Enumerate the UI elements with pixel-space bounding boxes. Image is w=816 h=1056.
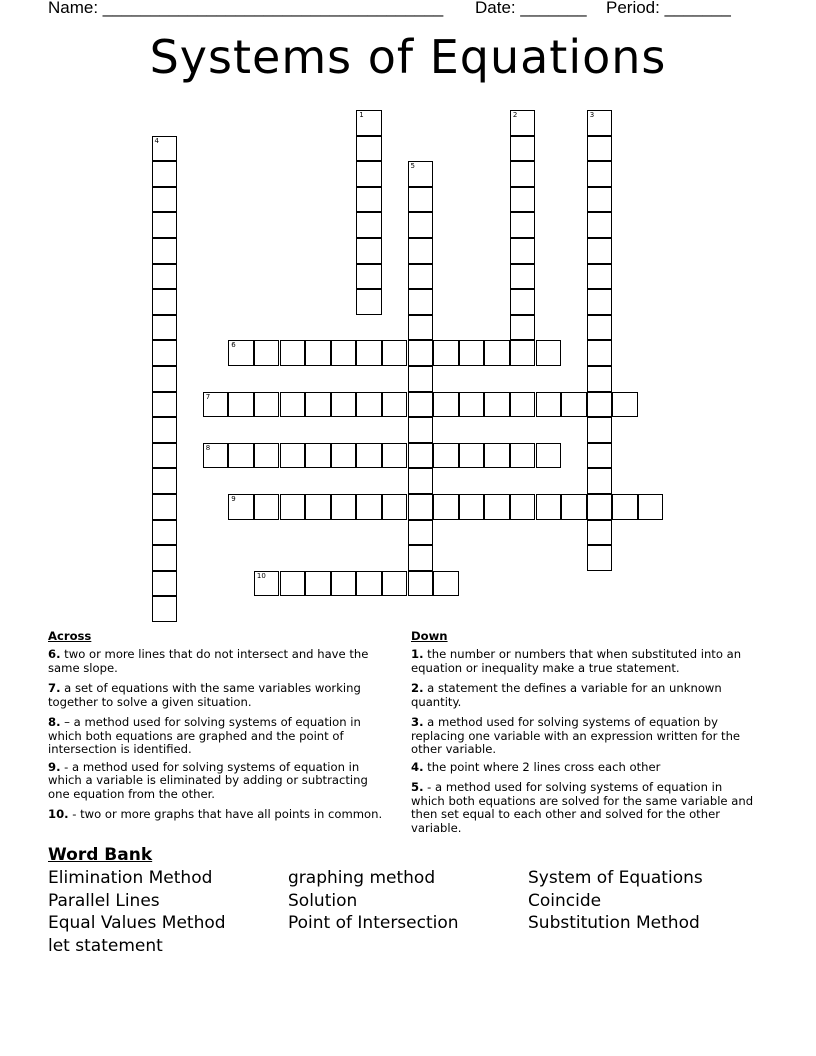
crossword-cell[interactable]	[152, 366, 178, 392]
crossword-cell[interactable]	[561, 392, 587, 418]
crossword-cell[interactable]	[587, 212, 613, 238]
crossword-cell[interactable]	[331, 392, 357, 418]
crossword-cell[interactable]	[356, 571, 382, 597]
crossword-cell[interactable]	[510, 110, 536, 136]
clue-number: 2	[512, 111, 518, 119]
page-title: Systems of Equations	[149, 30, 667, 84]
crossword-cell[interactable]	[331, 340, 357, 366]
crossword-cell[interactable]	[484, 443, 510, 469]
down-heading: Down	[411, 629, 448, 643]
crossword-cell[interactable]	[536, 494, 562, 520]
word-bank-column-2	[288, 867, 459, 935]
word-bank-item: let statement	[48, 935, 163, 956]
clue-across-9: 9. - a method used for solving systems of equation in which a variable is eliminated by adding or subtracting one equation from the other.	[48, 759, 368, 801]
crossword-cell[interactable]	[587, 545, 613, 571]
crossword-cell[interactable]	[356, 289, 382, 315]
crossword-cell[interactable]	[203, 443, 229, 469]
crossword-cell[interactable]	[408, 264, 434, 290]
crossword-cell[interactable]	[305, 494, 331, 520]
clue-across-6: 6. two or more lines that do not intersect and have the same slope.	[48, 647, 369, 675]
crossword-cell[interactable]	[356, 110, 382, 136]
crossword-cell[interactable]	[382, 443, 408, 469]
crossword-cell[interactable]	[356, 264, 382, 290]
word-bank-item: Parallel Lines	[48, 890, 160, 911]
crossword-cell[interactable]	[152, 468, 178, 494]
crossword-cell[interactable]	[408, 289, 434, 315]
crossword-cell[interactable]	[152, 392, 178, 418]
crossword-cell[interactable]	[280, 340, 306, 366]
crossword-cell[interactable]	[408, 161, 434, 187]
crossword-cell[interactable]	[152, 443, 178, 469]
crossword-cell[interactable]	[228, 340, 254, 366]
word-bank-item: Point of Intersection	[288, 913, 459, 933]
crossword-cell[interactable]	[408, 238, 434, 264]
across-heading: Across	[48, 629, 92, 643]
crossword-cell[interactable]	[510, 289, 536, 315]
name-field-label[interactable]: Name: ____________________________________	[48, 0, 444, 17]
crossword-cell[interactable]	[280, 443, 306, 469]
clue-across-7: 7. a set of equations with the same variables working together to solve a given situation.	[48, 681, 361, 709]
crossword-cell[interactable]	[587, 520, 613, 546]
word-bank-item: graphing method	[288, 868, 436, 888]
crossword-cell[interactable]	[587, 187, 613, 213]
crossword-cell[interactable]	[408, 187, 434, 213]
crossword-cell[interactable]	[510, 264, 536, 290]
crossword-cell[interactable]	[510, 238, 536, 264]
word-bank-item: Solution	[288, 890, 358, 911]
clue-number: 4	[154, 136, 159, 145]
clue-down-2: 2. a statement the defines a variable for an unknown quantity.	[411, 681, 722, 709]
crossword-cell[interactable]	[408, 392, 434, 418]
crossword-cell[interactable]	[536, 340, 562, 366]
crossword-cell[interactable]	[356, 494, 382, 520]
crossword-cell[interactable]	[433, 443, 459, 469]
crossword-cell[interactable]	[152, 289, 178, 315]
crossword-cell[interactable]	[587, 161, 613, 187]
crossword-cell[interactable]	[536, 443, 562, 469]
crossword-cell[interactable]	[331, 494, 357, 520]
crossword-cell[interactable]	[587, 366, 613, 392]
period-field-label[interactable]: Period: _______	[606, 0, 731, 17]
crossword-cell[interactable]	[587, 417, 613, 443]
header-line	[48, 0, 808, 20]
crossword-cell[interactable]	[408, 340, 434, 366]
crossword-cell[interactable]	[510, 340, 536, 366]
crossword-cell[interactable]	[228, 443, 254, 469]
word-bank-column-3	[528, 867, 703, 935]
clue-number: 1	[359, 111, 364, 119]
crossword-cell[interactable]	[280, 571, 306, 597]
crossword-cell[interactable]	[459, 494, 485, 520]
crossword-cell[interactable]	[587, 238, 613, 264]
crossword-cell[interactable]	[356, 187, 382, 213]
word-bank-item: Equal Values Method	[48, 913, 226, 933]
crossword-cell[interactable]	[382, 571, 408, 597]
crossword-cell[interactable]	[587, 443, 613, 469]
word-bank-column-1	[48, 867, 226, 957]
word-bank-item: Elimination Method	[48, 868, 213, 888]
crossword-cell[interactable]	[228, 494, 254, 520]
crossword-cell[interactable]	[587, 136, 613, 162]
crossword-cell[interactable]	[484, 340, 510, 366]
crossword-cell[interactable]	[587, 392, 613, 418]
crossword-cell[interactable]	[510, 315, 536, 341]
down-clues	[411, 630, 756, 842]
crossword-cell[interactable]	[408, 545, 434, 571]
clue-down-3: 3. a method used for solving systems of equation by replacing one variable with an expression written for the other variable.	[411, 715, 741, 756]
clue-number: 7	[205, 392, 211, 401]
crossword-cell[interactable]	[484, 392, 510, 418]
crossword-cell[interactable]	[280, 494, 306, 520]
clue-number: 10	[256, 571, 266, 580]
crossword-cell[interactable]	[408, 212, 434, 238]
crossword-cell[interactable]	[254, 494, 280, 520]
date-field-label[interactable]: Date: _______	[475, 0, 587, 17]
clue-number: 8	[205, 443, 211, 452]
clue-number: 3	[589, 111, 595, 119]
clue-down-5: 5. - a method used for solving systems of equation in which both equations are solved for the same variable and then set equal to each other and solved for the other variable.	[411, 780, 754, 835]
word-bank-title: Word Bank	[48, 845, 153, 865]
crossword-cell[interactable]	[152, 161, 178, 187]
crossword-cell[interactable]	[433, 392, 459, 418]
crossword-cell[interactable]	[510, 136, 536, 162]
crossword-cell[interactable]	[305, 443, 331, 469]
crossword-cell[interactable]	[382, 340, 408, 366]
crossword-cell[interactable]	[638, 494, 664, 520]
crossword-cell[interactable]	[408, 443, 434, 469]
crossword-cell[interactable]	[561, 494, 587, 520]
crossword-cell[interactable]	[356, 161, 382, 187]
crossword-cell[interactable]	[510, 187, 536, 213]
crossword-cell[interactable]	[587, 468, 613, 494]
clue-down-1: 1. the number or numbers that when substituted into an equation or inequality make a true statement.	[411, 647, 742, 675]
clue-number: 9	[231, 495, 236, 503]
crossword-cell[interactable]	[254, 571, 280, 597]
clue-down-4: 4. the point where 2 lines cross each other	[411, 759, 661, 774]
crossword-cell[interactable]	[152, 571, 178, 597]
crossword-cell[interactable]	[254, 443, 280, 469]
crossword-cell[interactable]	[152, 494, 178, 520]
crossword-cell[interactable]	[433, 340, 459, 366]
word-bank-item: System of Equations	[528, 868, 703, 888]
crossword-cell[interactable]	[228, 392, 254, 418]
crossword-cell[interactable]	[152, 545, 178, 571]
crossword-cell[interactable]	[305, 340, 331, 366]
crossword-cell[interactable]	[356, 238, 382, 264]
crossword-cell[interactable]	[587, 494, 613, 520]
crossword-cell[interactable]	[382, 494, 408, 520]
crossword-cell[interactable]	[152, 340, 178, 366]
crossword-cell[interactable]	[356, 392, 382, 418]
word-bank-item: Coincide	[528, 890, 602, 911]
crossword-cell[interactable]	[587, 110, 613, 136]
crossword-cell[interactable]	[408, 571, 434, 597]
crossword-cell[interactable]	[484, 494, 510, 520]
crossword-cell[interactable]	[510, 161, 536, 187]
crossword-cell[interactable]	[203, 392, 229, 418]
crossword-cell[interactable]	[305, 571, 331, 597]
across-clues	[48, 630, 393, 829]
crossword-cell[interactable]	[510, 392, 536, 418]
crossword-cell[interactable]	[152, 238, 178, 264]
crossword-cell[interactable]	[459, 392, 485, 418]
crossword-cell[interactable]	[408, 315, 434, 341]
clue-number: 6	[231, 341, 236, 350]
crossword-cell[interactable]	[433, 494, 459, 520]
crossword-cell[interactable]	[408, 468, 434, 494]
crossword-cell[interactable]	[510, 212, 536, 238]
crossword-cell[interactable]	[612, 494, 638, 520]
crossword-cell[interactable]	[152, 264, 178, 290]
crossword-cell[interactable]	[152, 417, 178, 443]
crossword-cell[interactable]	[152, 520, 178, 546]
clue-across-8: 8. – a method used for solving systems of equation in which both equations are graphed and the point of intersection is identified.	[48, 715, 361, 756]
crossword-cell[interactable]	[587, 289, 613, 315]
crossword-cell[interactable]	[152, 187, 178, 213]
crossword-cell[interactable]	[356, 212, 382, 238]
crossword-cell[interactable]	[382, 392, 408, 418]
crossword-cell[interactable]	[510, 494, 536, 520]
crossword-cell[interactable]	[587, 264, 613, 290]
crossword-cell[interactable]	[152, 596, 178, 622]
crossword-cell[interactable]	[356, 443, 382, 469]
crossword-cell[interactable]	[459, 340, 485, 366]
crossword-cell[interactable]	[433, 571, 459, 597]
crossword-cell[interactable]	[356, 340, 382, 366]
crossword-cell[interactable]	[408, 417, 434, 443]
crossword-cell[interactable]	[254, 340, 280, 366]
crossword-cell[interactable]	[331, 443, 357, 469]
crossword-cell[interactable]	[280, 392, 306, 418]
word-bank-item: Substitution Method	[528, 913, 700, 933]
crossword-cell[interactable]	[305, 392, 331, 418]
crossword-cell[interactable]	[536, 392, 562, 418]
crossword-cell[interactable]	[510, 443, 536, 469]
crossword-cell[interactable]	[408, 520, 434, 546]
crossword-cell[interactable]	[331, 571, 357, 597]
crossword-cell[interactable]	[356, 136, 382, 162]
crossword-cell[interactable]	[459, 443, 485, 469]
crossword-cell[interactable]	[152, 136, 178, 162]
crossword-cell[interactable]	[612, 392, 638, 418]
clue-number: 5	[410, 162, 415, 171]
crossword-cell[interactable]	[152, 315, 178, 341]
clue-across-10: 10. - two or more graphs that have all points in common.	[48, 807, 383, 821]
crossword-cell[interactable]	[587, 340, 613, 366]
crossword-cell[interactable]	[152, 212, 178, 238]
crossword-cell[interactable]	[587, 315, 613, 341]
crossword-cell[interactable]	[408, 366, 434, 392]
crossword-cell[interactable]	[254, 392, 280, 418]
crossword-cell[interactable]	[408, 494, 434, 520]
